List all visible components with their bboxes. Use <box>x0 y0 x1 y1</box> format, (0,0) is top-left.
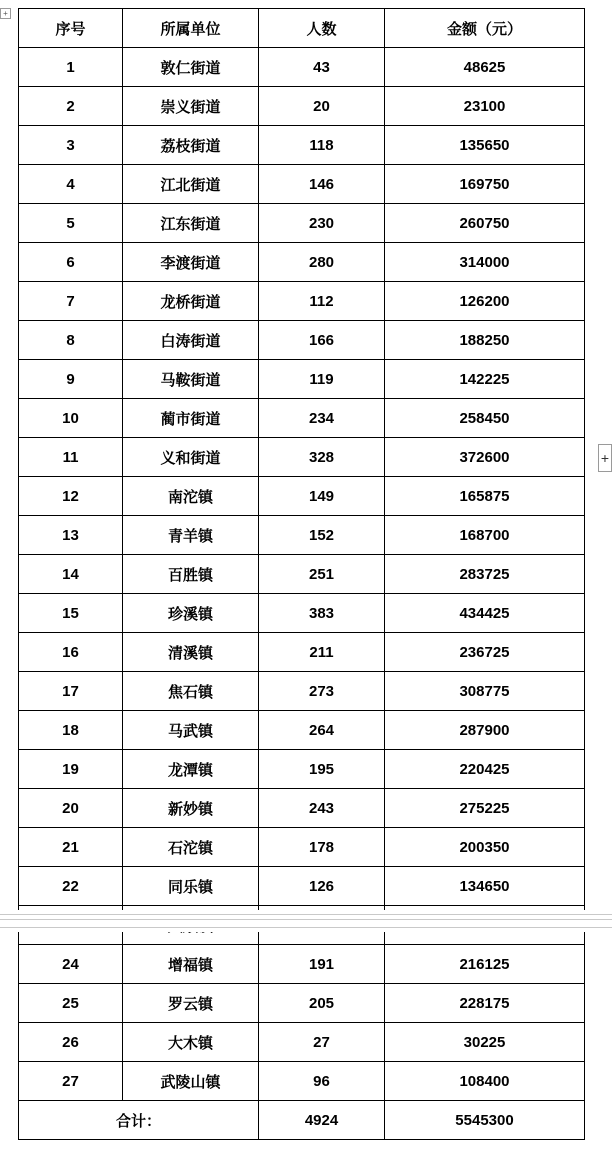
cell-amount: 372600 <box>385 438 585 477</box>
cell-no: 27 <box>19 1062 123 1101</box>
cell-unit: 李渡街道 <box>123 243 259 282</box>
cell-no: 11 <box>19 438 123 477</box>
cell-count: 328 <box>259 438 385 477</box>
table-row <box>19 867 585 906</box>
table-row <box>19 321 585 360</box>
cell-no: 22 <box>19 867 123 906</box>
table-row <box>19 360 585 399</box>
cell-no: 1 <box>19 48 123 87</box>
cell-amount: 236725 <box>385 633 585 672</box>
cell-unit: 江东街道 <box>123 204 259 243</box>
cell-count: 27 <box>259 1023 385 1062</box>
cell-count: 280 <box>259 243 385 282</box>
table-row <box>19 477 585 516</box>
cell-no: 14 <box>19 555 123 594</box>
column-header-amount: 金额（元） <box>385 9 585 48</box>
cell-amount: 287900 <box>385 711 585 750</box>
cell-unit: 白涛街道 <box>123 321 259 360</box>
cell-unit: 焦石镇 <box>123 672 259 711</box>
cell-total-label: 合计： <box>19 1101 259 1140</box>
table-row <box>19 789 585 828</box>
cell-count: 205 <box>259 984 385 1023</box>
cell-count: 273 <box>259 672 385 711</box>
table-row <box>19 711 585 750</box>
cell-count: 234 <box>259 399 385 438</box>
table-row <box>19 48 585 87</box>
cell-unit: 荔枝街道 <box>123 126 259 165</box>
cell-no: 5 <box>19 204 123 243</box>
cell-unit: 义和街道 <box>123 438 259 477</box>
cell-no: 10 <box>19 399 123 438</box>
cell-no: 15 <box>19 594 123 633</box>
cell-unit: 新妙镇 <box>123 789 259 828</box>
cell-total-count: 4924 <box>259 1101 385 1140</box>
cell-unit: 百胜镇 <box>123 555 259 594</box>
cell-unit: 武陵山镇 <box>123 1062 259 1101</box>
cell-no: 17 <box>19 672 123 711</box>
cell-unit: 罗云镇 <box>123 984 259 1023</box>
table-total-row <box>19 1101 585 1140</box>
cell-no: 12 <box>19 477 123 516</box>
cell-unit: 大木镇 <box>123 1023 259 1062</box>
allocation-table <box>18 8 585 1140</box>
cell-unit: 龙潭镇 <box>123 750 259 789</box>
table-row <box>19 243 585 282</box>
cell-count: 119 <box>259 360 385 399</box>
cell-count: 383 <box>259 594 385 633</box>
cell-unit: 同乐镇 <box>123 867 259 906</box>
cell-count: 195 <box>259 750 385 789</box>
cell-amount: 275225 <box>385 789 585 828</box>
cell-no: 16 <box>19 633 123 672</box>
table-row <box>19 633 585 672</box>
table-row <box>19 126 585 165</box>
page-break-line <box>0 914 612 915</box>
table-row <box>19 945 585 984</box>
cell-count: 243 <box>259 789 385 828</box>
cell-count: 20 <box>259 87 385 126</box>
cell-unit: 青羊镇 <box>123 516 259 555</box>
cell-count: 146 <box>259 165 385 204</box>
cell-no: 21 <box>19 828 123 867</box>
cell-total-amount: 5545300 <box>385 1101 585 1140</box>
cell-no: 20 <box>19 789 123 828</box>
cell-count: 43 <box>259 48 385 87</box>
cell-amount: 108400 <box>385 1062 585 1101</box>
table-row <box>19 438 585 477</box>
cell-amount: 135650 <box>385 126 585 165</box>
cell-amount: 169750 <box>385 165 585 204</box>
cell-amount: 258450 <box>385 399 585 438</box>
cell-unit: 清溪镇 <box>123 633 259 672</box>
table-header-row <box>19 9 585 48</box>
cell-count: 251 <box>259 555 385 594</box>
cell-count: 149 <box>259 477 385 516</box>
cell-amount: 142225 <box>385 360 585 399</box>
cell-no: 7 <box>19 282 123 321</box>
table-row <box>19 750 585 789</box>
cell-unit: 增福镇 <box>123 945 259 984</box>
cell-amount: 168700 <box>385 516 585 555</box>
cell-amount: 134650 <box>385 867 585 906</box>
cell-count: 118 <box>259 126 385 165</box>
cell-no: 2 <box>19 87 123 126</box>
page-break-line <box>0 927 612 928</box>
table-row <box>19 555 585 594</box>
cell-unit: 南沱镇 <box>123 477 259 516</box>
column-header-count: 人数 <box>259 9 385 48</box>
cell-amount: 308775 <box>385 672 585 711</box>
cell-no: 26 <box>19 1023 123 1062</box>
cell-no: 24 <box>19 945 123 984</box>
table-row <box>19 282 585 321</box>
cell-amount: 23100 <box>385 87 585 126</box>
cell-amount: 283725 <box>385 555 585 594</box>
table-row <box>19 594 585 633</box>
cell-amount: 228175 <box>385 984 585 1023</box>
column-header-unit: 所属单位 <box>123 9 259 48</box>
cell-count: 211 <box>259 633 385 672</box>
cell-amount: 260750 <box>385 204 585 243</box>
table-body <box>19 48 585 1140</box>
cell-count: 191 <box>259 945 385 984</box>
table-row <box>19 399 585 438</box>
cell-amount: 30225 <box>385 1023 585 1062</box>
table-row <box>19 516 585 555</box>
cell-amount: 48625 <box>385 48 585 87</box>
cell-unit: 敦仁街道 <box>123 48 259 87</box>
cell-count: 178 <box>259 828 385 867</box>
cell-unit: 珍溪镇 <box>123 594 259 633</box>
table-row <box>19 672 585 711</box>
cell-amount: 216125 <box>385 945 585 984</box>
cell-no: 25 <box>19 984 123 1023</box>
cell-no: 19 <box>19 750 123 789</box>
cell-unit: 蔺市街道 <box>123 399 259 438</box>
cell-unit: 江北街道 <box>123 165 259 204</box>
cell-amount: 165875 <box>385 477 585 516</box>
document-page <box>0 8 612 1153</box>
cell-no: 9 <box>19 360 123 399</box>
cell-amount: 220425 <box>385 750 585 789</box>
cell-amount: 434425 <box>385 594 585 633</box>
expand-plus-handle[interactable]: + <box>598 444 612 472</box>
cell-no: 18 <box>19 711 123 750</box>
cell-no: 13 <box>19 516 123 555</box>
cell-amount: 188250 <box>385 321 585 360</box>
cell-unit: 石沱镇 <box>123 828 259 867</box>
cell-unit: 崇义街道 <box>123 87 259 126</box>
cell-count: 126 <box>259 867 385 906</box>
cell-no: 4 <box>19 165 123 204</box>
table-row <box>19 165 585 204</box>
cell-count: 264 <box>259 711 385 750</box>
table-row <box>19 1062 585 1101</box>
cell-no: 6 <box>19 243 123 282</box>
cell-no: 8 <box>19 321 123 360</box>
cell-count: 112 <box>259 282 385 321</box>
cell-amount: 314000 <box>385 243 585 282</box>
cell-count: 230 <box>259 204 385 243</box>
cell-count: 166 <box>259 321 385 360</box>
table-row <box>19 204 585 243</box>
cell-unit: 马武镇 <box>123 711 259 750</box>
table-row <box>19 87 585 126</box>
table-row <box>19 828 585 867</box>
page-break-gap <box>0 910 612 932</box>
cell-no: 3 <box>19 126 123 165</box>
cell-amount: 200350 <box>385 828 585 867</box>
page-break-line <box>0 919 612 920</box>
table-row <box>19 1023 585 1062</box>
cell-unit: 龙桥街道 <box>123 282 259 321</box>
table-row <box>19 984 585 1023</box>
cell-amount: 126200 <box>385 282 585 321</box>
table-header <box>19 9 585 48</box>
corner-marker-icon[interactable]: + <box>0 8 11 19</box>
cell-count: 96 <box>259 1062 385 1101</box>
cell-count: 152 <box>259 516 385 555</box>
column-header-no: 序号 <box>19 9 123 48</box>
cell-unit: 马鞍街道 <box>123 360 259 399</box>
